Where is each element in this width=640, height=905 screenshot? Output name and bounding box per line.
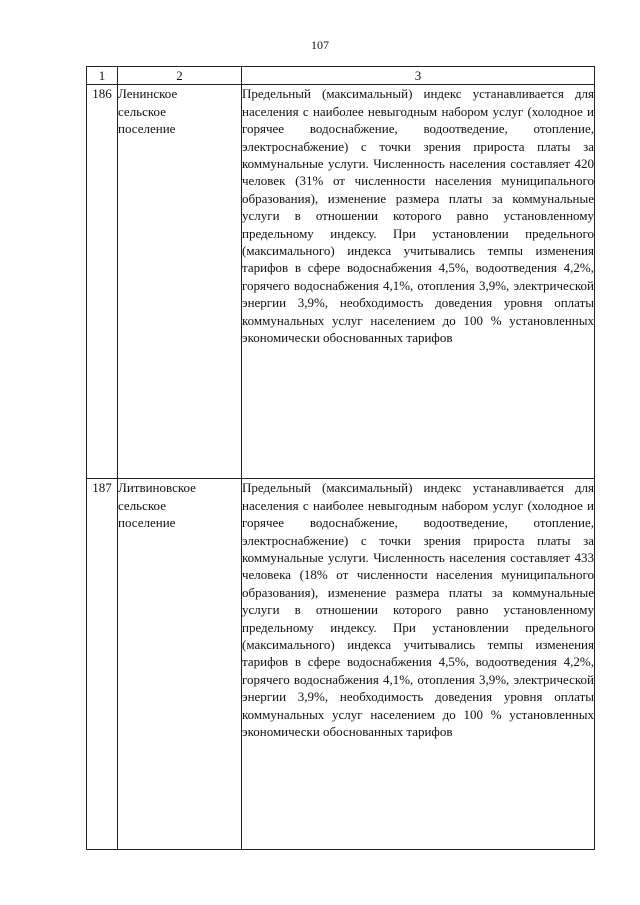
- settlement-name-line: поселение: [118, 515, 176, 531]
- table-row: [87, 85, 595, 479]
- column-header-1: 1: [87, 67, 118, 85]
- row-number: 187: [87, 479, 118, 850]
- column-header-2: 2: [118, 67, 242, 85]
- settlement-name-line: Ленинское: [118, 86, 178, 102]
- settlement-name: [118, 479, 242, 850]
- settlement-name-line: поселение: [118, 121, 176, 137]
- tariff-index-table: [86, 66, 595, 850]
- index-description: Предельный (максимальный) индекс устанавливается для населения с наиболее невыгодным набором услуг (холодное и горячее водоснабжение, водоотведение, отопление, электроснабжение) с точки зрения прироста платы за коммунальные услуги. Численность населения составляет 433 человека (18% от численности населения муниципального образования), изменение размера платы за коммунальные услуги в отношении которого равно установленному предельному индексу. При установлении предельного (максимального) индекса учитывались темпы изменения тарифов в сфере водоснабжения 4,5%, водоотведения 4,2%, горячего водоснабжения 4,1%, отопления 3,9%, электрической энергии 3,9%, необходимость доведения уровня оплаты коммунальных услуг населением до 100 % установленных экономически обоснованных тарифов: [242, 479, 595, 850]
- table-row: [87, 479, 595, 850]
- settlement-name-line: сельское: [118, 103, 166, 119]
- page-number: 107: [311, 38, 329, 52]
- row-number: 186: [87, 85, 118, 479]
- settlement-name-line: Литвиновское: [118, 480, 196, 496]
- index-description: Предельный (максимальный) индекс устанавливается для населения с наиболее невыгодным набором услуг (холодное и горячее водоснабжение, водоотведение, отопление, электроснабжение) с точки зрения прироста платы за коммунальные услуги. Численность населения составляет 420 человек (31% от численности населения муниципального образования), изменение размера платы за коммунальные услуги в отношении которого равно установленному предельному индексу. При установлении предельного (максимального) индекса учитывались темпы изменения тарифов в сфере водоснабжения 4,5%, водоотведения 4,2%, горячего водоснабжения 4,1%, отопления 3,9%, электрической энергии 3,9%, необходимость доведения уровня оплаты коммунальных услуг населением до 100 % установленных экономически обоснованных тарифов: [242, 85, 595, 479]
- settlement-name: [118, 85, 242, 479]
- settlement-name-line: сельское: [118, 497, 166, 513]
- column-header-3: 3: [242, 67, 595, 85]
- table-header-row: [87, 67, 595, 85]
